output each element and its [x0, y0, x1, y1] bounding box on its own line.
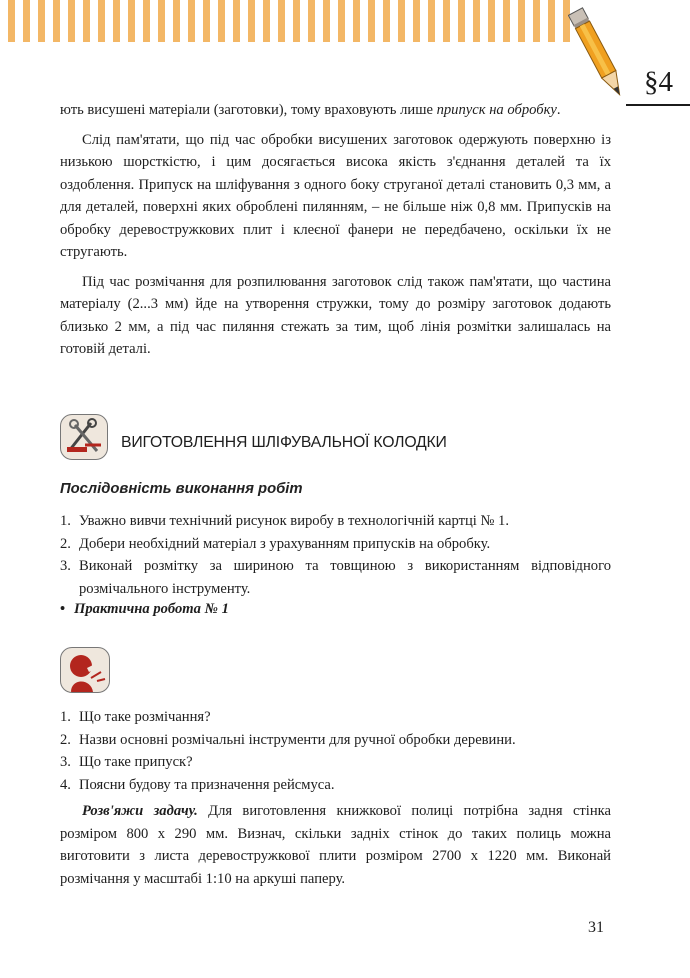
intro-text	[60, 99, 611, 361]
list-item: 3. Виконай розмітку за шириною та товщиною з використанням відповідного розмічального інструменту.	[60, 558, 611, 597]
sequence-title: Послідовність виконання робіт	[60, 481, 303, 497]
header-stripes	[8, 0, 578, 42]
task-paragraph: Розв'яжи задачу. Для виготовлення книжкової полиці потрібна задня стінка розміром 800 х 290 мм. Визнач, скільки задніх стінок до таких полиць можна виготовити з листа деревостружкової плити розміром 2700 х 1220 мм. Виконай розмічання у масштабі 1:10 на аркуші паперу.	[60, 803, 612, 887]
list-item: 2. Назви основні розмічальні інструменти для ручної обробки деревини.	[60, 731, 516, 748]
list-item: 2. Добери необхідний матеріал з урахуванням припусків на обробку.	[60, 535, 491, 552]
paragraph-0: ють висушені матеріали (заготовки), тому враховують лише припуск на обробку.	[60, 102, 561, 118]
pencil-icon	[568, 4, 628, 104]
page-number: 31	[588, 919, 604, 936]
list-item: 1. Що таке розмічання?	[60, 709, 211, 725]
steps-list	[60, 510, 611, 600]
list-item: 3. Що таке припуск?	[60, 754, 193, 770]
section-number: §4	[644, 66, 673, 98]
list-item: 1. Уважно вивчи технічний рисунок виробу в технологічній картці № 1.	[60, 513, 509, 529]
task-label: Розв'яжи задачу.	[82, 803, 198, 819]
section-underline	[626, 104, 690, 106]
task-block	[60, 800, 611, 890]
thinking-person-icon	[60, 647, 110, 693]
section-title: ВИГОТОВЛЕННЯ ШЛІФУВАЛЬНОЇ КОЛОДКИ	[121, 434, 447, 451]
tools-icon	[60, 414, 108, 460]
list-item: 4. Поясни будову та призначення рейсмуса.	[60, 776, 335, 793]
term-allowance: припуск на обробку	[436, 102, 557, 118]
questions-list	[60, 706, 611, 796]
paragraph-2: Під час розмічання для розпилювання заготовок слід також пам'ятати, що частина матеріалу (2...3 мм) йде на утворення стружки, тому до розміру заготовок додають близько 2 мм, а під час пиляння стежать за тим, щоб лінія розмітки залишалась на готовій деталі.	[60, 273, 611, 357]
practical-work: • Практична робота № 1	[60, 601, 229, 617]
paragraph-1: Слід пам'ятати, що під час обробки висушених заготовок одержують поверхню із низькою шорсткістю, і цим досягається висока якість з'єднання деталей та їх оздоблення. Припуск на шліфування з одного боку струганої деталі становить 0,3 мм, а для деталей, поверхні яких оброблені пилянням, – не більше ніж 0,8 мм. Припусків на обробку деревостружкових плит і клеєної фанери не передбачено, оскільки їх не стругають.	[60, 131, 611, 260]
